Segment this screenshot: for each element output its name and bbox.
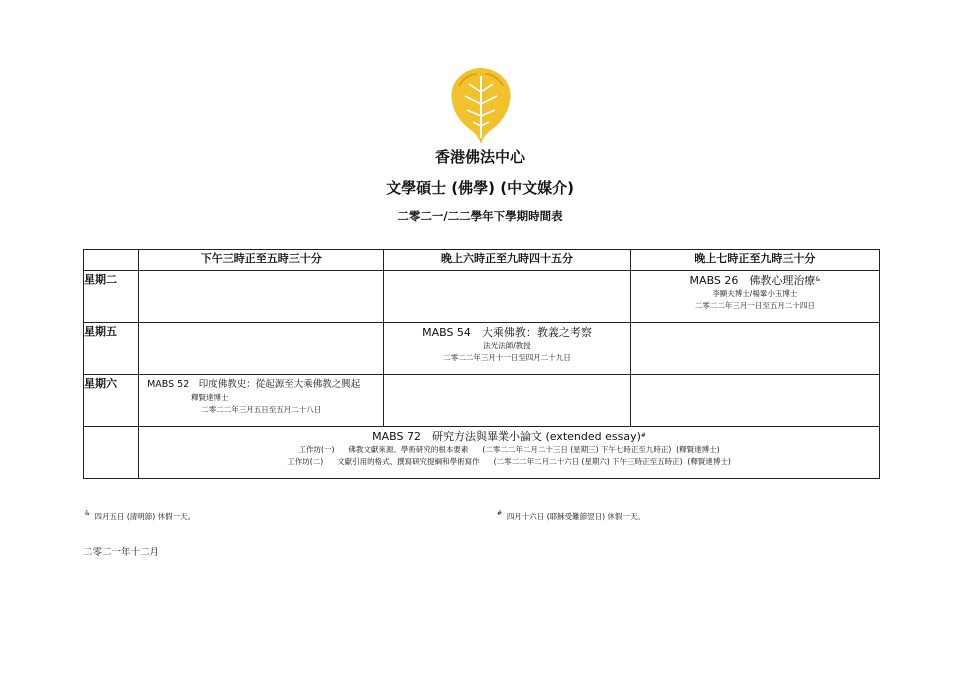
day-friday: 星期五 — [84, 323, 139, 375]
course-mabs52: MABS 52 印度佛教史：從起源至大乘佛教之興起 — [147, 379, 361, 390]
cell-empty — [630, 375, 879, 427]
header-slot-1: 下午三時正至五時三十分 — [139, 250, 384, 271]
day-tuesday: 星期二 — [84, 271, 139, 323]
cell-empty — [84, 427, 139, 479]
term-title: 二零二一/二二學年下學期時間表 — [397, 209, 563, 223]
cell-empty — [630, 323, 879, 375]
bodhi-leaf-logo — [449, 64, 513, 146]
course-mabs54: MABS 54 大乘佛教：教義之考察 — [422, 326, 592, 339]
course-teacher: 李顯夫博士/楊鞏小玉博士 — [712, 289, 798, 298]
workshop-2: 工作坊(二) 文獻引用的格式、撰寫研究提綱和學術寫作 (二零二二年二月二十六日 (星期六) 下午三時正至五時正) (釋賢達博士) — [287, 457, 731, 466]
footnote-1: & 四月五日 (清明節) 休假一天。 — [85, 510, 196, 521]
cell-thesis — [139, 427, 880, 479]
issue-date: 二零二一年十二月 — [83, 547, 160, 558]
course-dates: 二零二二年三月一日至五月二十四日 — [694, 301, 815, 310]
course-mabs26: MABS 26 佛教心理治療 — [689, 274, 816, 287]
day-saturday: 星期六 — [84, 375, 139, 427]
header-slot-3: 晚上七時正至九時三十分 — [630, 250, 879, 271]
cell-empty — [139, 271, 384, 323]
cell-tuesday-course — [630, 271, 879, 323]
note-marker: # — [640, 432, 646, 439]
programme-title: 文學碩士 (佛學) (中文媒介) — [386, 179, 574, 197]
note-marker: & — [815, 276, 821, 283]
course-teacher: 釋賢達博士 — [191, 393, 229, 402]
workshop-1: 工作坊(一) 佛教文獻來源、學術研究的根本要素 (二零二二年二月二十三日 (星期三) 下午七時正至九時正) (釋賢達博士) — [298, 445, 720, 454]
cell-empty — [384, 375, 630, 427]
cell-empty — [139, 323, 384, 375]
course-teacher: 法光法師/教授 — [483, 341, 531, 350]
cell-friday-course — [384, 323, 630, 375]
course-dates: 二零二二年三月五日至五月二十八日 — [201, 405, 322, 414]
header-blank — [84, 250, 139, 271]
footnote-2: # 四月十六日 (耶穌受難節翌日) 休假一天。 — [497, 510, 645, 521]
organization-name: 香港佛法中心 — [434, 148, 525, 166]
course-dates: 二零二二年三月十一日至四月二十九日 — [443, 353, 571, 362]
header-slot-2: 晚上六時正至九時四十五分 — [384, 250, 630, 271]
cell-saturday-course — [139, 375, 384, 427]
timetable — [83, 249, 880, 479]
cell-empty — [384, 271, 630, 323]
course-mabs72: MABS 72 研究方法與畢業小論文 (extended essay) — [372, 430, 641, 443]
